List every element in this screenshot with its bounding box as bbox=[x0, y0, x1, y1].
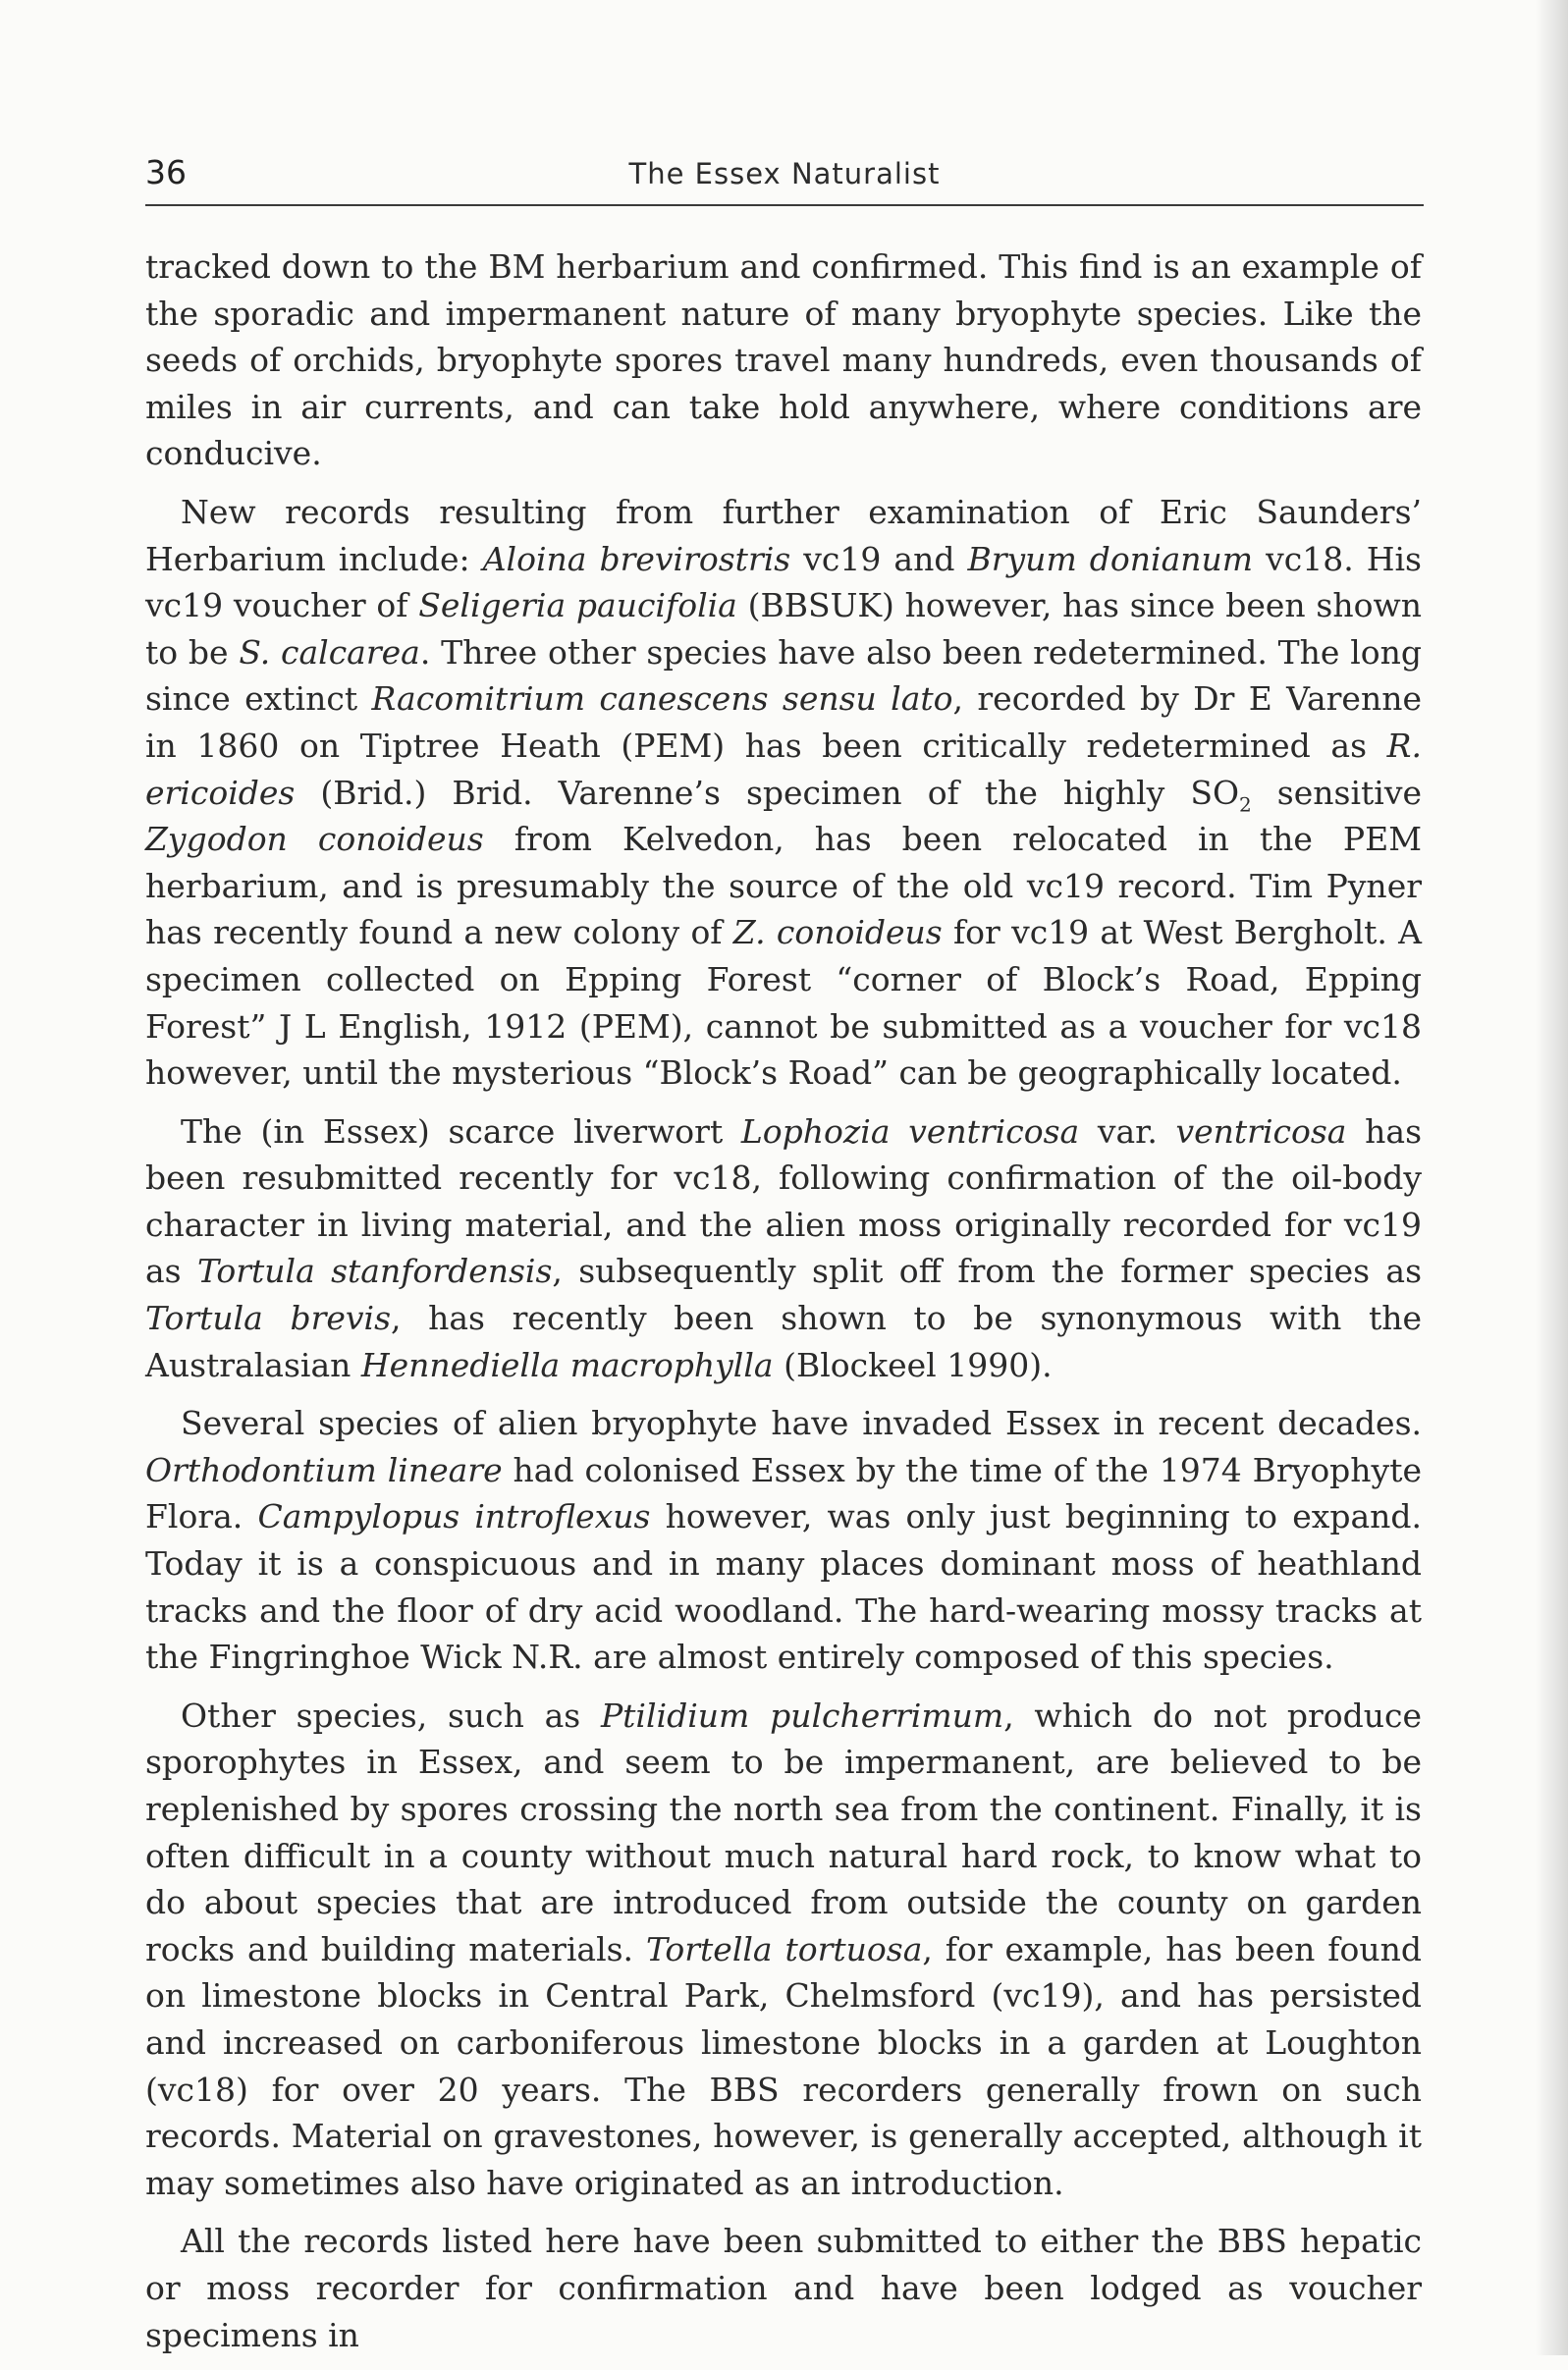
text-run: New records resulting from further examination of Eric Saunders’ Herbarium include: bbox=[145, 492, 1422, 578]
text-run: . Three other species have also been redetermined. The long since extinct bbox=[145, 632, 1422, 719]
text-run: tracked down to the BM herbarium and confirmed. This find is an example of the sporadic and impermanent nature of many bryophyte species. Like the seeds of orchids, bryophyte spores travel many hundreds, even thousands of miles in air currents, and can take hold anywhere, where conditions are conducive. bbox=[145, 247, 1422, 473]
journal-title: The Essex Naturalist bbox=[628, 157, 941, 190]
paragraph-3 bbox=[145, 1108, 1422, 1389]
species-name: Campylopus introflexus bbox=[257, 1497, 651, 1536]
running-header bbox=[145, 147, 1424, 206]
article-body bbox=[145, 243, 1422, 2370]
species-name: Tortella tortuosa bbox=[645, 1929, 923, 1968]
species-name: Bryum donianum bbox=[967, 539, 1254, 578]
text-run: , has recently been shown to be synonymous with the Australasian bbox=[145, 1299, 1422, 1384]
paragraph-4 bbox=[145, 1400, 1422, 1681]
paragraph-2 bbox=[145, 489, 1422, 1097]
text-run: , which do not produce sporophytes in Essex, and seem to be impermanent, are believed to be replenished by spores crossing the north sea from the continent. Finally, it is often difficult in a county without much natural hard rock, to know what to do about species that are introduced from outside the county on garden rocks and building materials. bbox=[145, 1696, 1422, 1968]
text-run: vc18. His vc19 voucher of bbox=[145, 539, 1422, 625]
paragraph-5 bbox=[145, 1693, 1422, 2207]
text-run: sensitive bbox=[1251, 773, 1422, 812]
text-run: Other species, such as bbox=[181, 1696, 601, 1735]
species-name: Hennediella macrophylla bbox=[360, 1345, 774, 1384]
species-name: ventricosa bbox=[1175, 1111, 1347, 1151]
species-name: Ptilidium pulcherrimum bbox=[600, 1696, 1004, 1735]
page-edge-shadow bbox=[1535, 0, 1568, 2355]
text-run: has been resubmitted recently for vc18, following confirmation of the oil-body character in living material, and the alien moss originally recorded for vc19 as bbox=[145, 1111, 1423, 1291]
species-name: Racomitrium canescens sensu lato bbox=[371, 679, 953, 719]
species-name: Seligeria paucifolia bbox=[418, 586, 737, 625]
text-run: The (in Essex) scarce liverwort bbox=[181, 1111, 741, 1151]
text-run: from Kelvedon, has been relocated in the PEM herbarium, and is presumably the source of the old vc19 record. Tim Pyner has recently found a new colony of bbox=[145, 820, 1423, 952]
text-run: (Brid.) Brid. Varenne’s specimen of the highly SO bbox=[295, 773, 1240, 812]
text-run: All the records listed here have been submitted to either the BBS hepatic or moss recorder for confirmation and have been lodged as voucher specimens in bbox=[145, 2222, 1422, 2354]
text-run: , subsequently split off from the former species as bbox=[552, 1252, 1422, 1291]
species-name: Zygodon conoideus bbox=[145, 820, 484, 859]
paragraph-6 bbox=[145, 2218, 1422, 2358]
text-run: however, was only just beginning to expand. Today it is a conspicuous and in many places dominant moss of heathland tracks and the floor of dry acid woodland. The hard-wearing mossy tracks at the Fingringhoe Wick N.R. are almost entirely composed of this species. bbox=[145, 1497, 1423, 1677]
text-run: , recorded by Dr E Varenne in 1860 on Tiptree Heath (PEM) has been critically redetermined as bbox=[145, 679, 1422, 765]
species-name: S. calcarea bbox=[239, 632, 420, 672]
text-run: had colonised Essex by the time of the 1974 Bryophyte Flora. bbox=[145, 1450, 1422, 1536]
text-run: var. bbox=[1079, 1111, 1176, 1151]
text-run: , for example, has been found on limestone blocks in Central Park, Chelmsford (vc19), and has persisted and increased on carboniferous limestone blocks in a garden at Loughton (vc18) for over 20 years. The BBS recorders generally frown on such records. Material on gravestones, however, is generally accepted, although it may sometimes also have originated as an introduction. bbox=[145, 1929, 1422, 2202]
species-name: Aloina brevirostris bbox=[482, 539, 791, 578]
page-number: 36 bbox=[145, 153, 187, 191]
text-run: vc19 and bbox=[790, 539, 968, 578]
species-name: Orthodontium lineare bbox=[145, 1450, 503, 1489]
subscript-text: 2 bbox=[1239, 792, 1252, 817]
text-run: for vc19 at West Bergholt. A specimen collected on Epping Forest “corner of Block’s Road, Epping Forest” J L English, 1912 (PEM), cannot be submitted as a voucher for vc18 however, until the mysterious “Block’s Road” can be geographically located. bbox=[145, 913, 1422, 1093]
text-run: (BBSUK) however, has since been shown to be bbox=[145, 586, 1422, 672]
text-run: Several species of alien bryophyte have invaded Essex in recent decades. bbox=[181, 1404, 1422, 1443]
paragraph-1 bbox=[145, 243, 1422, 477]
species-name: Tortula stanfordensis bbox=[196, 1252, 553, 1291]
species-name: Z. conoideus bbox=[732, 913, 943, 952]
species-name: R. ericoides bbox=[145, 726, 1422, 812]
text-run: (Blockeel 1990). bbox=[773, 1345, 1053, 1384]
species-name: Lophozia ventricosa bbox=[740, 1111, 1080, 1151]
species-name: Tortula brevis bbox=[145, 1299, 392, 1338]
